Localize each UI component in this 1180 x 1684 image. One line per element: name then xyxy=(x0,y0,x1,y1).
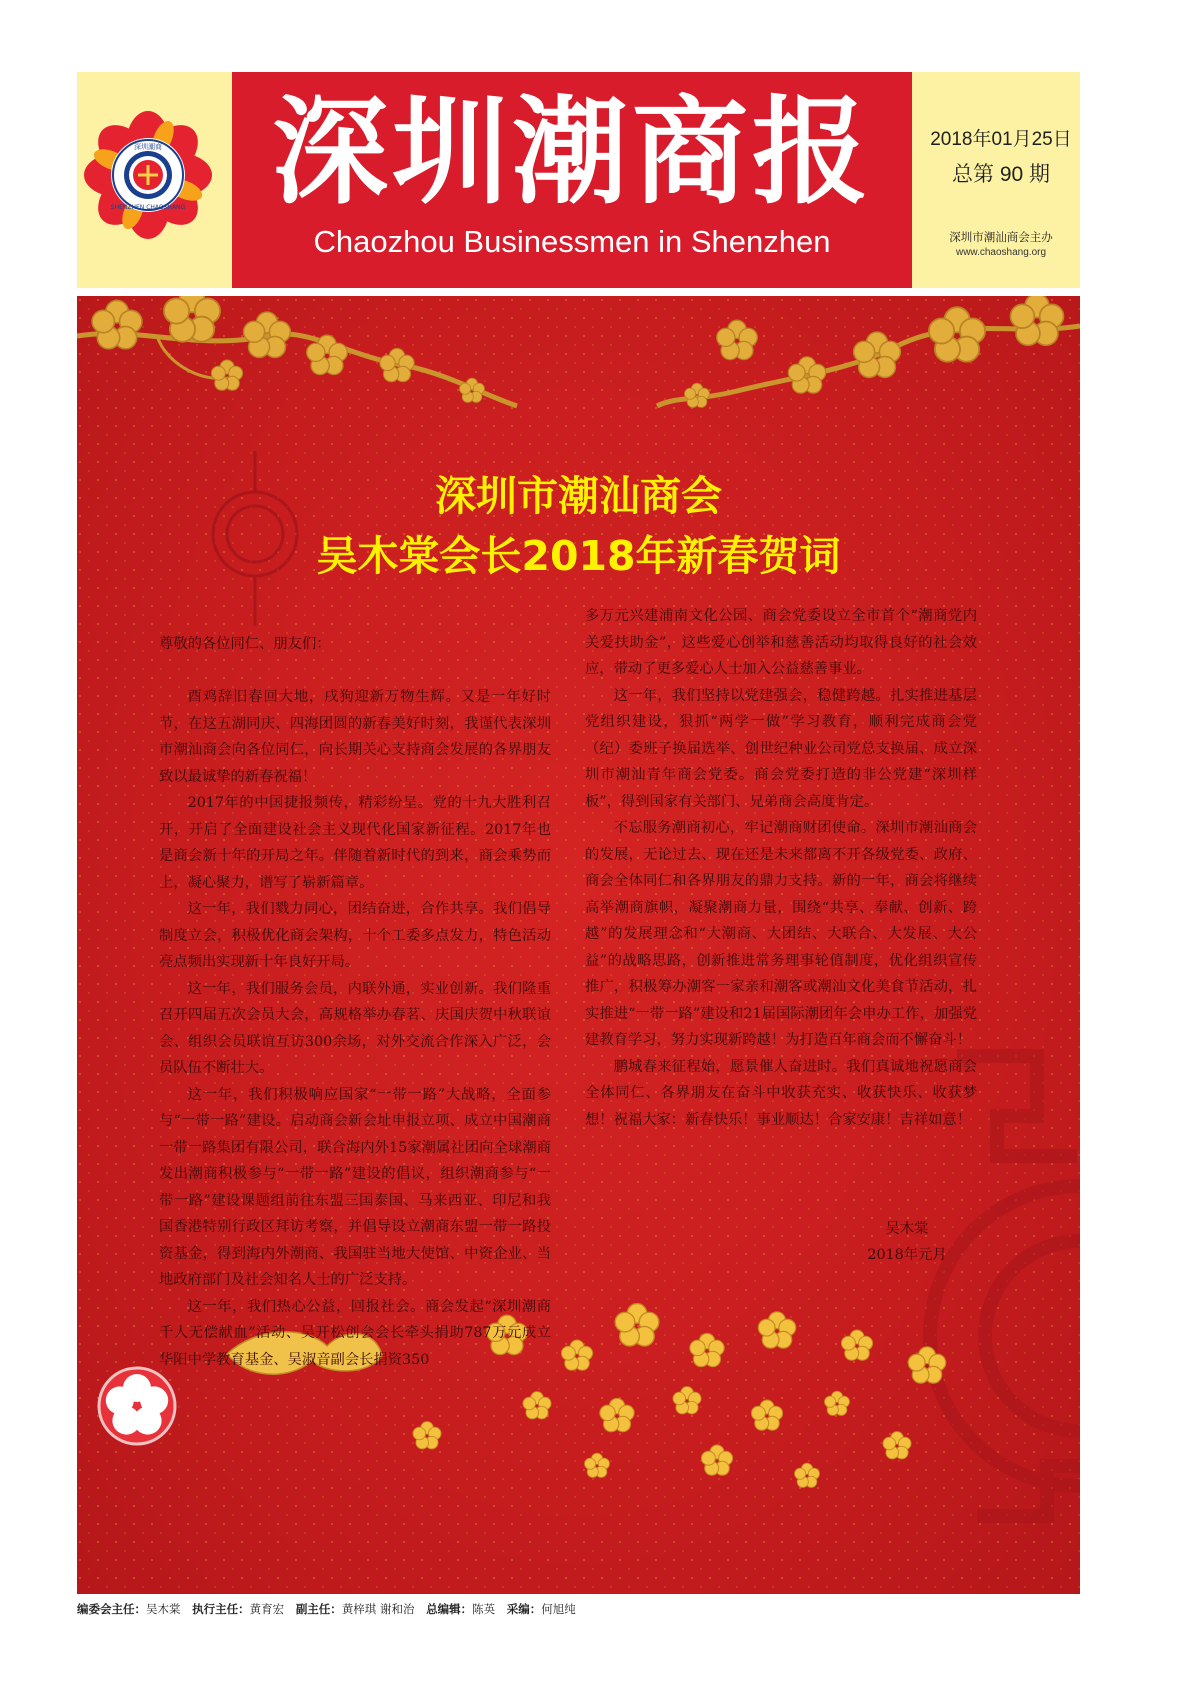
paragraph: 这一年，我们积极响应国家“一带一路”大战略，全面参与“一带一路”建设。启动商会新会址申报立项、成立中国潮商一带一路集团有限公司，联合海内外15家潮属社团向全球潮商发出潮商积极参与“一带一路”建设的倡议，组织潮商参与“一带一路”建设课题组前往东盟三国泰国、马来西亚、印尼和我国香港特别行政区拜访考察，并倡导设立潮商东盟一带一路投资基金，得到海内外潮商、我国驻当地大使馆、中资企业、当地政府部门及社会知名人士的广泛支持。 xyxy=(159,1086,551,1288)
masthead-title-box xyxy=(232,72,912,288)
article-column-left xyxy=(159,631,551,1373)
logo-top-text: 深圳潮商 xyxy=(134,143,162,151)
issue-date: 2018年01月25日 xyxy=(930,129,1072,150)
staff-role: 总编辑： xyxy=(426,1602,473,1616)
signer-date: 2018年元月 xyxy=(867,1247,947,1263)
staff-name: 何旭纯 xyxy=(541,1602,576,1616)
paragraph: 这一年，我们坚持以党建强会，稳健跨越。扎实推进基层党组织建设，狠抓“两学一做”学习教育，顺利完成商会党（纪）委班子换届选举、创世纪种业公司党总支换届、成立深圳市潮汕青年商会党委。商会党委打造的非公党建“深圳样板”，得到国家有关部门、兄弟商会高度肯定。 xyxy=(585,687,977,810)
staff-name: 黄梓琪 谢和治 xyxy=(341,1602,415,1616)
editorial-staff-line xyxy=(77,1601,584,1617)
staff-role: 副主任： xyxy=(295,1602,342,1616)
logo-ring-text: SHENZHEN CHAOSHANG xyxy=(110,204,186,211)
chamber-logo xyxy=(83,110,213,240)
staff-role: 编委会主任： xyxy=(77,1602,146,1616)
paragraph: 这一年，我们戮力同心，团结奋进，合作共享。我们倡导制度立会，积极优化商会架构，十个工委多点发力，特色活动亮点频出实现新十年良好开局。 xyxy=(159,901,551,970)
greeting-line: 尊敬的各位同仁、朋友们： xyxy=(159,636,331,652)
paragraph: 这一年，我们热心公益，回报社会。商会发起“深圳潮商千人无偿献血”活动、吴开松创会会长牵头捐助787万元成立华阳中学教育基金、吴淑音副会长捐资350 xyxy=(159,1298,551,1368)
staff-name: 吴木棠 xyxy=(146,1602,181,1616)
organizer-text: 深圳市潮汕商会主办 xyxy=(949,230,1053,244)
paragraph: 这一年，我们服务会员，内联外通，实业创新。我们隆重召开四届五次会员大会，高规格举办春茗、庆国庆贺中秋联谊会、组织会员联谊互访300余场，对外交流合作深入广泛，会员队伍不断壮大。 xyxy=(159,980,551,1076)
paragraph: 2017年的中国捷报频传，精彩纷呈。党的十九大胜利召开，开启了全面建设社会主义现代化国家新征程。2017年也是商会新十年的开局之年。伴随着新时代的到来，商会乘势而上，凝心聚力，谱写了崭新篇章。 xyxy=(159,795,551,891)
greeting-panel xyxy=(77,296,1080,1594)
paragraph: 酉鸡辞旧春回大地，戌狗迎新万物生辉。又是一年好时节，在这五湖同庆、四海团圆的新春美好时刻，我谨代表深圳市潮汕商会向各位同仁，向长期关心支持商会发展的各界朋友致以最诚挚的新春祝福！ xyxy=(159,689,551,785)
website-url: www.chaoshang.org xyxy=(955,247,1047,258)
article-headline xyxy=(77,466,1080,586)
staff-name: 黄育宏 xyxy=(249,1602,285,1616)
masthead xyxy=(77,72,1080,288)
headline-line-2: 吴木棠会长2018年新春贺词 xyxy=(316,532,841,580)
staff-role: 采编： xyxy=(506,1602,542,1616)
issue-number: 总第 90 期 xyxy=(951,163,1051,186)
staff-name: 陈英 xyxy=(472,1602,496,1616)
paragraph: 鹏城春来征程始，愿景催人奋进时。我们真诚地祝愿商会全体同仁、各界朋友在奋斗中收获充实、收获快乐、收获梦想！祝福大家：新春快乐！事业顺达！合家安康！吉祥如意！ xyxy=(585,1058,977,1128)
blank-line xyxy=(159,658,551,685)
newspaper-title: 深圳潮商报 xyxy=(272,84,872,220)
staff-role: 执行主任： xyxy=(192,1602,250,1616)
headline-line-1: 深圳市潮汕商会 xyxy=(435,472,722,520)
article-column-right xyxy=(585,603,977,1133)
newspaper-title-english: Chaozhou Businessmen in Shenzhen xyxy=(313,224,831,259)
signer-name: 吴木棠 xyxy=(885,1221,929,1237)
paragraph: 不忘服务潮商初心，牢记潮商财团使命。深圳市潮汕商会的发展，无论过去、现在还是未来都离不开各级党委、政府、商会全体同仁和各界朋友的鼎力支持。新的一年，商会将继续高举潮商旗帜，凝聚潮商力量，围绕“共享、奉献、创新、跨越”的发展理念和“大潮商、大团结、大联合、大发展、大公益”的战略思路，创新推进常务理事轮值制度，优化组织宣传推广，积极筹办潮客一家亲和潮客或潮汕文化美食节活动，扎实推进“一带一路”建设和21届国际潮团年会申办工作，加强党建教育学习，努力实现新跨越！为打造百年商会而不懈奋斗！ xyxy=(585,820,977,1048)
paragraph: 多万元兴建浦南文化公园、商会党委设立全市首个“潮商党内关爱扶助金”，这些爱心创举和慈善活动均取得良好的社会效应，带动了更多爱心人士加入公益慈善事业。 xyxy=(585,608,977,677)
